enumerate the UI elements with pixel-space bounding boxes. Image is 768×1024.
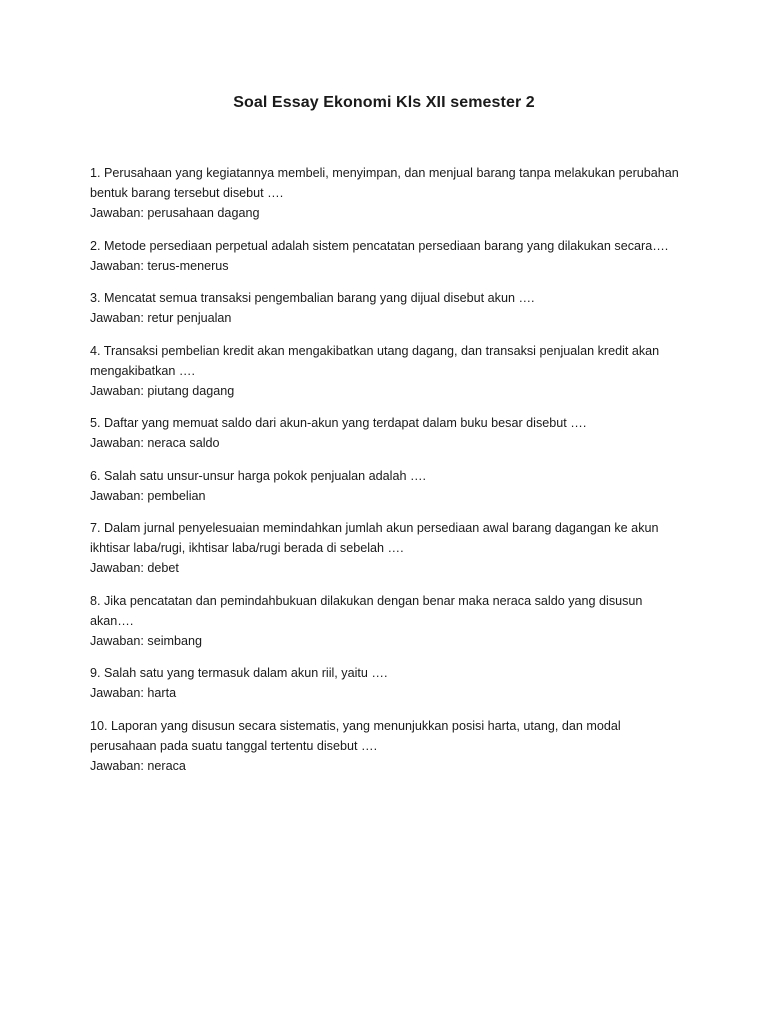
question-text: 5. Daftar yang memuat saldo dari akun-akun yang terdapat dalam buku besar disebut …. — [90, 416, 587, 430]
question-item — [90, 413, 680, 453]
question-text: 6. Salah satu unsur-unsur harga pokok penjualan adalah …. — [90, 468, 427, 483]
answer-text: Jawaban: neraca — [90, 758, 186, 773]
answer-text: Jawaban: harta — [90, 686, 177, 700]
question-item — [90, 288, 680, 328]
question-item — [90, 591, 680, 651]
question-text: 9. Salah satu yang termasuk dalam akun riil, yaitu …. — [90, 666, 388, 680]
answer-text: Jawaban: retur penjualan — [90, 311, 232, 325]
question-text: 1. Perusahaan yang kegiatannya membeli, menyimpan, dan menjual barang tanpa melakukan perubahan bentuk barang tersebut disebut …. — [90, 166, 679, 200]
page-title: Soal Essay Ekonomi Kls XII semester 2 — [233, 94, 535, 111]
question-item — [90, 518, 680, 578]
question-text: 7. Dalam jurnal penyelesuaian memindahkan jumlah akun persediaan awal barang dagangan ke akun ikhtisar laba/rugi, ikhtisar laba/rugi berada di sebelah …. — [90, 521, 659, 555]
answer-text: Jawaban: pembelian — [90, 488, 206, 503]
answer-text: Jawaban: piutang dagang — [90, 383, 235, 398]
question-text: 2. Metode persediaan perpetual adalah sistem pencatatan persediaan barang yang dilakukan secara…. — [90, 238, 669, 253]
answer-text: Jawaban: debet — [90, 561, 179, 575]
question-text: 8. Jika pencatatan dan pemindahbukuan dilakukan dengan benar maka neraca saldo yang disusun akan…. — [90, 593, 643, 628]
question-text: 4. Transaksi pembelian kredit akan mengakibatkan utang dagang, dan transaksi penjualan kredit akan mengakibatkan …. — [90, 343, 660, 378]
question-item — [90, 163, 680, 223]
question-item — [90, 663, 680, 703]
question-item — [90, 466, 680, 506]
answer-text: Jawaban: perusahaan dagang — [90, 206, 260, 220]
answer-text: Jawaban: terus-menerus — [90, 258, 229, 273]
question-text: 3. Mencatat semua transaksi pengembalian barang yang dijual disebut akun …. — [90, 291, 535, 305]
answer-text: Jawaban: seimbang — [90, 633, 203, 648]
answer-text: Jawaban: neraca saldo — [90, 436, 220, 450]
question-item — [90, 341, 680, 401]
question-text: 10. Laporan yang disusun secara sistematis, yang menunjukkan posisi harta, utang, dan modal perusahaan pada suatu tanggal tertentu disebut …. — [90, 718, 621, 753]
question-item — [90, 236, 680, 276]
question-list — [90, 163, 680, 788]
question-item — [90, 716, 680, 776]
